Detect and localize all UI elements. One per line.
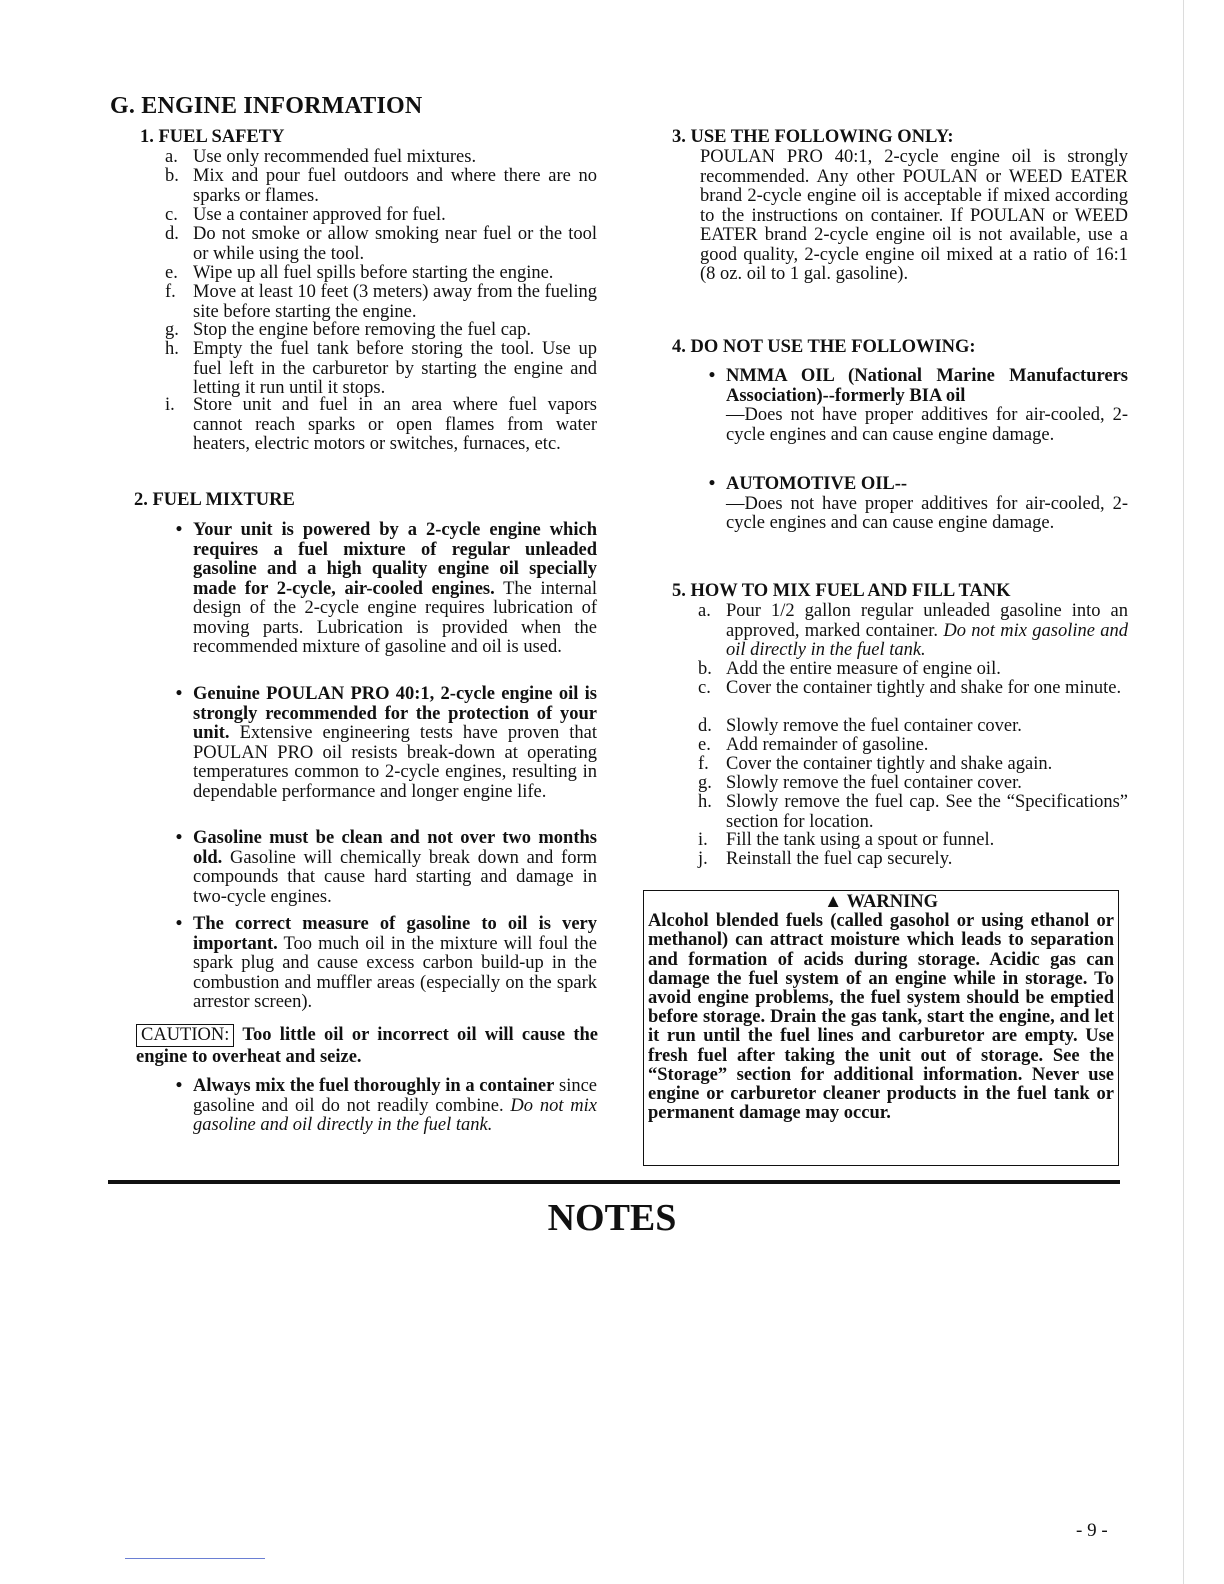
list-item: i. Store unit and fuel in an area where fuel vapors cannot reach sparks or open flames from water heaters, electric motors or switches, furnaces, etc. xyxy=(165,395,597,454)
list-item: b. Add the entire measure of engine oil. xyxy=(698,659,1001,679)
list-item: h. Empty the fuel tank before storing the tool. Use up fuel left in the carburetor by starting the engine and letting it run until it stops. xyxy=(165,339,597,398)
caution-label: CAUTION: xyxy=(136,1024,234,1047)
list-item: e. Wipe up all fuel spills before starting the engine. xyxy=(165,263,554,283)
section-divider xyxy=(108,1180,1120,1184)
bullet-item: • Gasoline must be clean and not over two months old. Gasoline will chemically break down and form compounds that cause hard starting and damage in two-cycle engines. xyxy=(165,829,597,907)
bullet-icon: • xyxy=(175,914,183,934)
list-item: e. Add remainder of gasoline. xyxy=(698,735,929,755)
list-item: f. Cover the container tightly and shake again. xyxy=(698,754,1053,774)
notes-title: NOTES xyxy=(547,1197,677,1239)
page-edge xyxy=(1183,0,1184,1584)
list-item: d. Do not smoke or allow smoking near fuel or the tool or while using the tool. xyxy=(165,224,597,264)
bullet-item: • Your unit is powered by a 2-cycle engine which requires a fuel mixture of regular unleaded gasoline and a high quality engine oil specially made for 2-cycle, air-cooled engines. The internal design of the 2-cycle engine requires lubrication of moving parts. Lubrication is provided when the recommended mixture of gasoline and oil is used. xyxy=(165,521,597,658)
bullet-icon: • xyxy=(708,366,716,386)
bullet-icon: • xyxy=(175,520,183,540)
scan-artifact-line xyxy=(125,1558,265,1559)
bullet-item: • The correct measure of gasoline to oil is very important. Too much oil in the mixture will foul the spark plug and cause excess carbon build-up in the combustion and muffler areas (especially on the spark arrestor screen). xyxy=(165,915,597,1013)
warning-title: ▲ WARNING xyxy=(823,892,939,912)
list-item: g. Slowly remove the fuel container cover. xyxy=(698,773,1022,793)
bullet-icon: • xyxy=(175,684,183,704)
bullet-item: • Genuine POULAN PRO 40:1, 2-cycle engine oil is strongly recommended for the protection of your unit. Extensive engineering tests have proven that POULAN PRO oil resists break-down at operating temperatures common to 2-cycle engines, resulting in dependable performance and longer engine life. xyxy=(165,685,597,802)
list-item: a. Use only recommended fuel mixtures. xyxy=(165,147,477,167)
how-to-mix-heading: 5. HOW TO MIX FUEL AND FILL TANK xyxy=(672,581,1011,601)
use-following-heading: 3. USE THE FOLLOWING ONLY: xyxy=(672,127,954,147)
list-item: f. Move at least 10 feet (3 meters) away from the fueling site before starting the engine. xyxy=(165,282,597,322)
list-item: j. Reinstall the fuel cap securely. xyxy=(698,849,953,869)
warning-box xyxy=(643,890,1119,1166)
list-item: c. Use a container approved for fuel. xyxy=(165,205,446,225)
bullet-icon: • xyxy=(175,1076,183,1096)
bullet-item: • Always mix the fuel thoroughly in a container since gasoline and oil do not readily combine. Do not mix gasoline and oil directly in the fuel tank. xyxy=(165,1077,597,1136)
list-item: a. Pour 1/2 gallon regular unleaded gasoline into an approved, marked container. Do not mix gasoline and oil directly in the fuel tank. xyxy=(698,601,1129,660)
bullet-icon: • xyxy=(708,474,716,494)
list-item: h. Slowly remove the fuel cap. See the “Specifications” section for location. xyxy=(698,792,1128,832)
list-item: d. Slowly remove the fuel container cover. xyxy=(698,716,1022,736)
list-item: b. Mix and pour fuel outdoors and where there are no sparks or flames. xyxy=(165,166,597,206)
fuel-mixture-heading: 2. FUEL MIXTURE xyxy=(134,490,295,510)
caution-note: CAUTION: Too little oil or incorrect oil will cause the engine to overheat and seize. xyxy=(136,1025,598,1067)
list-item: c. Cover the container tightly and shake for one minute. xyxy=(698,678,1122,698)
list-item: g. Stop the engine before removing the fuel cap. xyxy=(165,320,532,340)
page-number: - 9 - xyxy=(1076,1520,1108,1541)
list-item: i. Fill the tank using a spout or funnel. xyxy=(698,830,995,850)
bullet-item: • NMMA OIL (National Marine Manufacturers Association)--formerly BIA oil —Does not have proper additives for air-cooled, 2-cycle engines and can cause engine damage. xyxy=(698,367,1128,445)
use-following-text: POULAN PRO 40:1, 2-cycle engine oil is strongly recommended. Any other POULAN or WEED EATER brand 2-cycle engine oil is acceptable if mixed according to the instructions on container. If POULAN or WEED EATER brand 2-cycle engine oil is not available, use a good quality, 2-cycle engine oil mixed at a ratio of 16:1 (8 oz. oil to 1 gal. gasoline). xyxy=(700,147,1128,284)
warning-triangle-icon: ▲ xyxy=(823,892,843,912)
fuel-safety-heading: 1. FUEL SAFETY xyxy=(140,127,285,147)
warning-text: Alcohol blended fuels (called gasohol or using ethanol or methanol) can attract moisture which leads to separation and formation of acids during storage. Acidic gas can damage the fuel system of an engine while in storage. To avoid engine problems, the fuel system should be emptied before storage. Drain the gas tank, start the engine, and let it run until the fuel lines and carburetor are empty. Use fresh fuel after taking the unit out of storage. See the “Storage” section for additional information. Never use engine or carburetor cleaner products in the fuel tank or permanent damage may occur. xyxy=(648,911,1114,1124)
do-not-use-heading: 4. DO NOT USE THE FOLLOWING: xyxy=(672,337,976,357)
bullet-item: • AUTOMOTIVE OIL-- —Does not have proper additives for air-cooled, 2-cycle engines and can cause engine damage. xyxy=(698,475,1128,534)
section-title: G. ENGINE INFORMATION xyxy=(110,93,423,119)
bullet-icon: • xyxy=(175,828,183,848)
